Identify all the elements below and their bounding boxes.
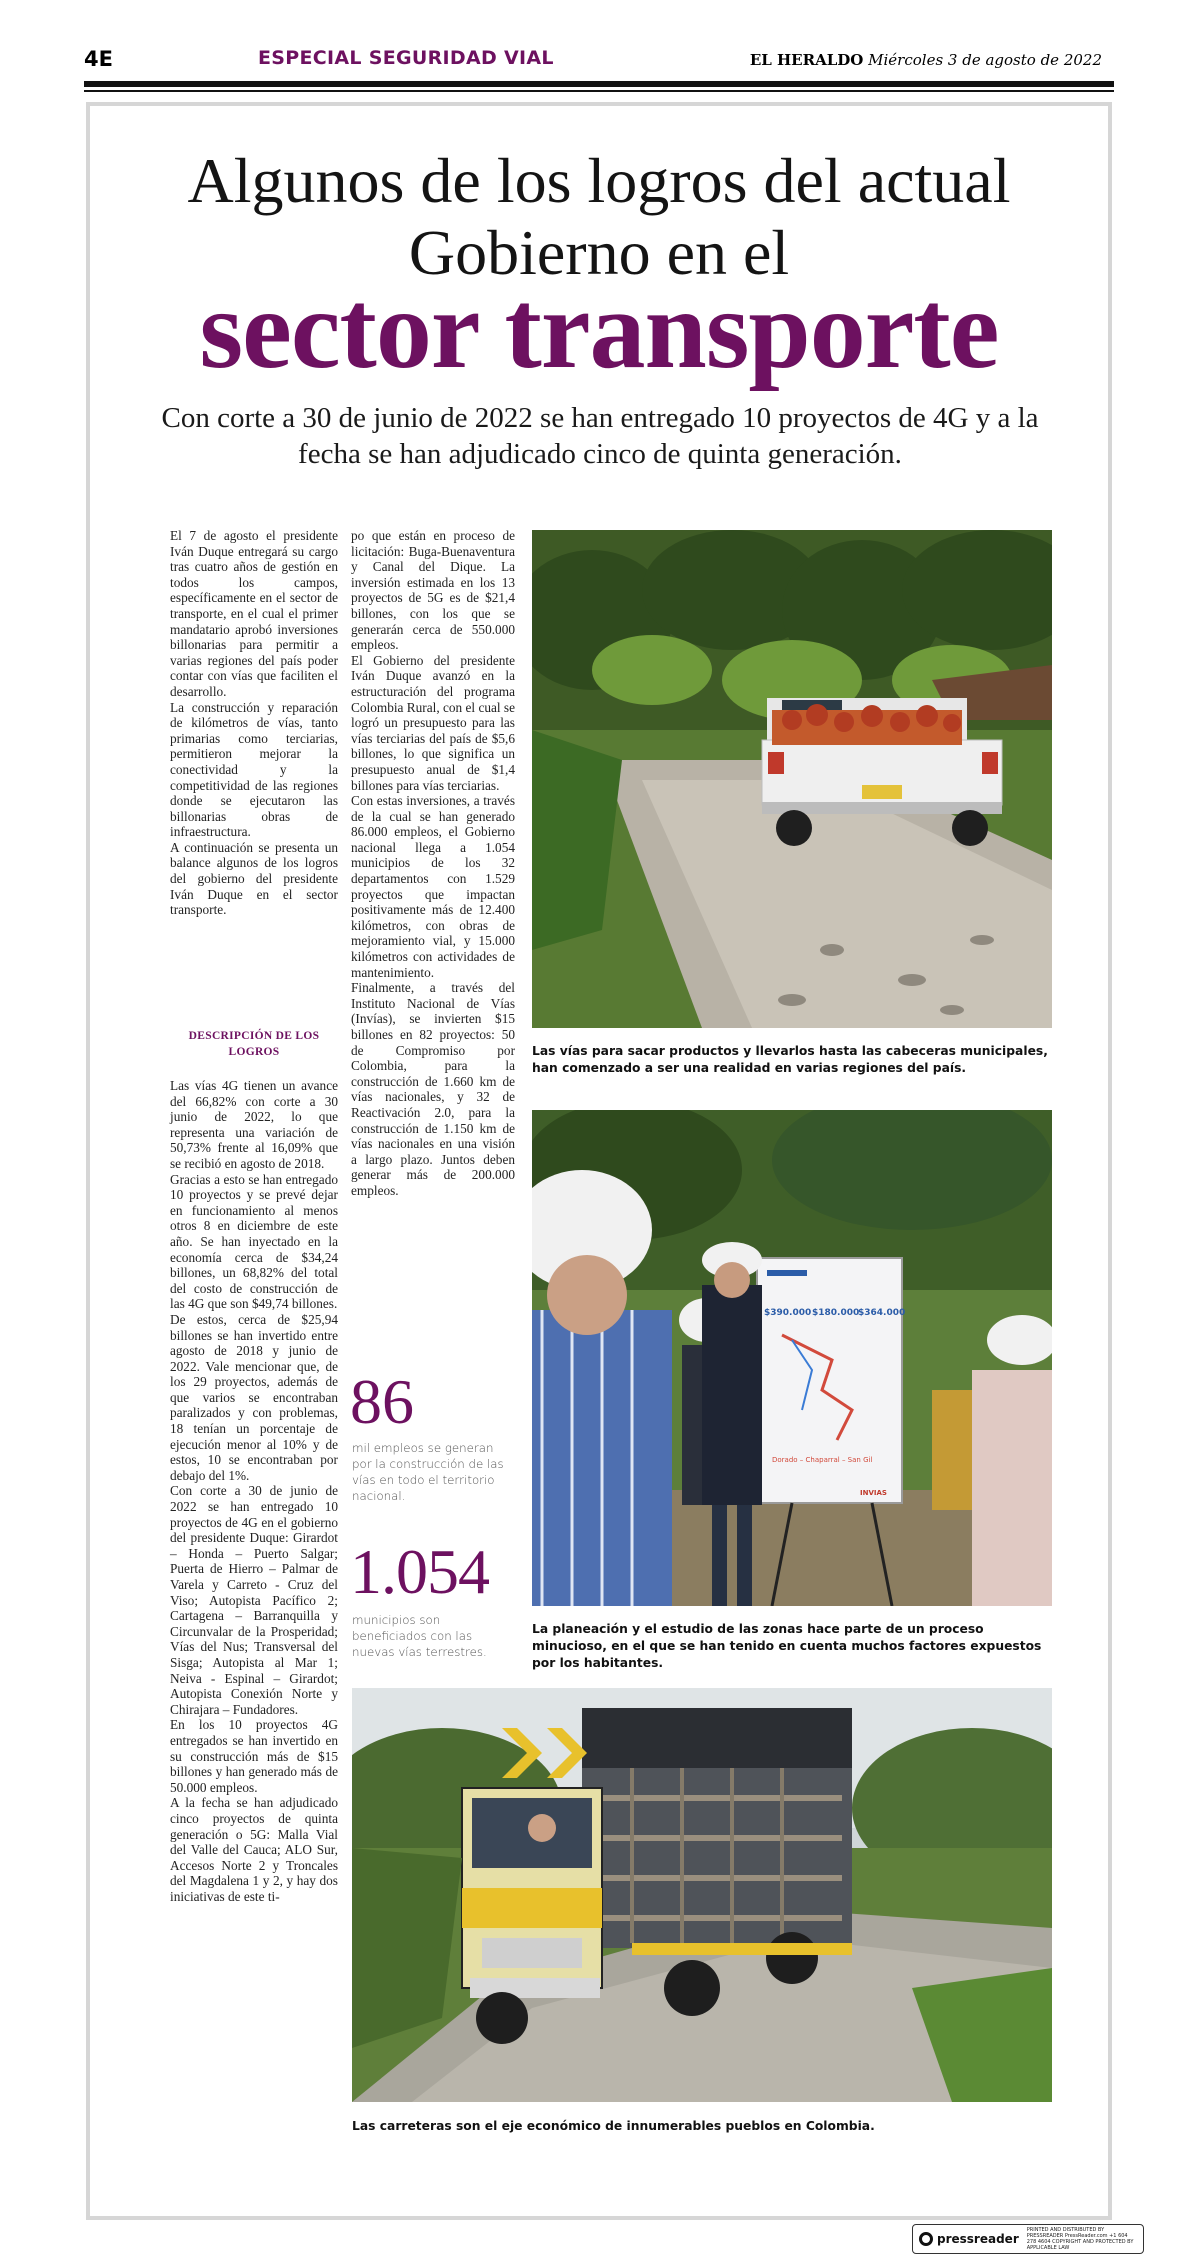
stat-description-jobs: mil empleos se generan por la construcción de las vías en todo el territorio nacional. [352,1441,504,1503]
paragraph: La construcción y reparación de kilómetros de vías, tanto primarias como terciarias, permitieron mejorar la conectividad y la competitividad de las regiones donde se ejecutaron las billonarias obras de infraestructura. [170,699,338,840]
paragraph: Gracias a esto se han entregado 10 proyectos y se prevé dejar en funcionamiento al menos otros 8 en diciembre de este año. Se han inyectado en la economía cerca de $34,24 billones, un 68,82% del total del costo de construcción de las 4G que son $49,74 billones. [170,1171,338,1312]
page-number: 4E [84,47,113,71]
headline-line-1: Algunos de los logros del actual [187,145,1011,216]
photo-caption: La planeación y el estudio de las zonas hace parte de un proceso minucioso, en el que se han tenido en cuenta muchos factores expuestos por los habitantes. [532,1622,1042,1670]
planning-board-photo [532,1110,1052,1606]
article-column-2 [351,528,515,1199]
article-column-1 [170,528,338,918]
board-logo: INVIAS [860,1489,887,1497]
pressreader-fine-print: PRINTED AND DISTRIBUTED BY PRESSREADER PressReader.com +1 604 278 4604 COPYRIGHT AND PROTECTED BY APPLICABLE LAW [1026,2227,1134,2251]
publication-line [750,51,1102,69]
article-column-1b [170,1078,338,1904]
section-subhead: DESCRIPCIÓN DE LOS LOGROS [188,1030,320,1058]
paragraph: Las vías 4G tienen un avance del 66,82% con corte a 30 junio de 2022, lo que representa una variación de 50,73% frente al 16,09% que se recibió en agosto de 2018. [170,1078,338,1171]
section-title: ESPECIAL SEGURIDAD VIAL [258,47,554,69]
board-stat-a: $390.000 [764,1308,812,1318]
subheadline: Con corte a 30 de junio de 2022 se han entregado 10 proyectos de 4G y a la fecha se han adjudicado cinco de quinta generación. [161,402,1039,470]
pressreader-badge[interactable] [912,2224,1144,2254]
board-stat-b: $180.000 [812,1308,860,1318]
paragraph: En los 10 proyectos 4G entregados se han invertido en su construcción más de $15 billones y han generado más de 50.000 empleos. [170,1717,338,1795]
paragraph: El Gobierno del presidente Iván Duque avanzó en la estructuración del programa Colombia Rural, con el cual se logró un presupuesto para las vías terciarias del país de $5,6 billones, lo que significa un presupuesto anual de $1,4 billones para vías terciarias. [351,652,515,793]
stat-description-municipalities: municipios son beneficiados con las nuevas vías terrestres. [352,1613,487,1659]
truck-on-road-photo [352,1688,1052,2102]
paragraph: A continuación se presenta un balance algunos de los logros del gobierno del presidente Iván Duque en el sector transporte. [170,839,338,918]
photo-caption: Las vías para sacar productos y llevarlos hasta las cabeceras municipales, han comenzado a ser una realidad en varias regiones del país. [532,1044,1048,1075]
paragraph: A la fecha se han adjudicado cinco proyectos de quinta generación o 5G: Malla Vial del Valle del Cauca; ALO Sur, Accesos Norte 2 y Troncales del Magdalena 1 y 2, y hay dos iniciativas de este ti- [170,1795,338,1904]
paragraph: Con estas inversiones, a través de la cual se han generado 86.000 empleos, el Gobierno nacional llega a 1.054 municipios de los 32 departamentos con 1.529 proyectos que impactan positivamente más de 12.400 kilómetros, con obras de mejoramiento vial, y 15.000 kilómetros con actividades de mantenimiento. [351,793,515,980]
pressreader-label: pressreader [937,2232,1019,2246]
header-rule [84,81,1114,87]
paragraph: De estos, cerca de $25,94 billones se han invertido entre agosto de 2018 y junio de 2022. Vale mencionar que, de los 29 proyectos, además de que varios se encontraban paralizados y con problemas, 18 tenían un porcentaje de ejecución menor al 10% y de estos, 10 se encontraban por debajo del 1%. [170,1311,338,1483]
rural-road-pickup-photo [532,530,1052,1028]
pressreader-icon [919,2232,933,2246]
headline-line-2: Gobierno en el [408,217,790,288]
paragraph: po que están en proceso de licitación: Buga-Buenaventura y Canal del Dique. La inversión estimada en los 13 proyectos de 5G es de $21,4 billones, con los que se generarán cerca de 550.000 empleos. [351,528,515,653]
header-rule-thin [84,90,1114,92]
pressreader-logo [919,2232,1019,2246]
board-stat-c: $364.000 [858,1308,906,1318]
paragraph: El 7 de agosto el presidente Iván Duque entregará su cargo tras cuatro años de gestión en todos los campos, específicamente en el sector de transporte, en el cual el primer mandatario aprobó inversiones billonarias para permitir a varias regiones del país poder contar con vías que faciliten el desarrollo. [170,528,338,699]
publication-date: Miércoles 3 de agosto de 2022 [868,51,1102,69]
publication-name: EL HERALDO [749,51,864,69]
paragraph: Con corte a 30 de junio de 2022 se han entregado 10 proyectos de 4G en el gobierno del presidente Duque: Girardot – Honda – Puerto Salgar; Puerta de Hierro – Palmar de Varela y Carreto - Cruz del Viso; Autopista Pacífico 2; Cartagena – Barranquilla y Circunvalar de la Prosperidad; Vías del Nus; Transversal del Sisga; Autopista al Mar 1; Neiva - Espinal – Girardot; Autopista Conexión Norte y Chirajara – Fundadores. [170,1483,338,1717]
photo-caption: Las carreteras son el eje económico de innumerables pueblos en Colombia. [352,2119,875,2133]
headline-line-3: sector transporte [199,268,999,392]
board-route: Dorado – Chaparral – San Gil [772,1456,873,1464]
paragraph: Finalmente, a través del Instituto Nacional de Vías (Invías), se invierten $15 billones en 82 proyectos: 50 de Compromiso por Colombia, para la construcción de 1.660 km de vías nacionales, y 32 de Reactivación 2.0, para la construcción de 1.150 km de vías nacionales en una visión a largo plazo. Juntos deben generar más de 200.000 empleos. [351,980,515,1198]
stat-number-jobs: 86 [350,1366,414,1437]
stat-number-municipalities: 1.054 [350,1536,489,1607]
